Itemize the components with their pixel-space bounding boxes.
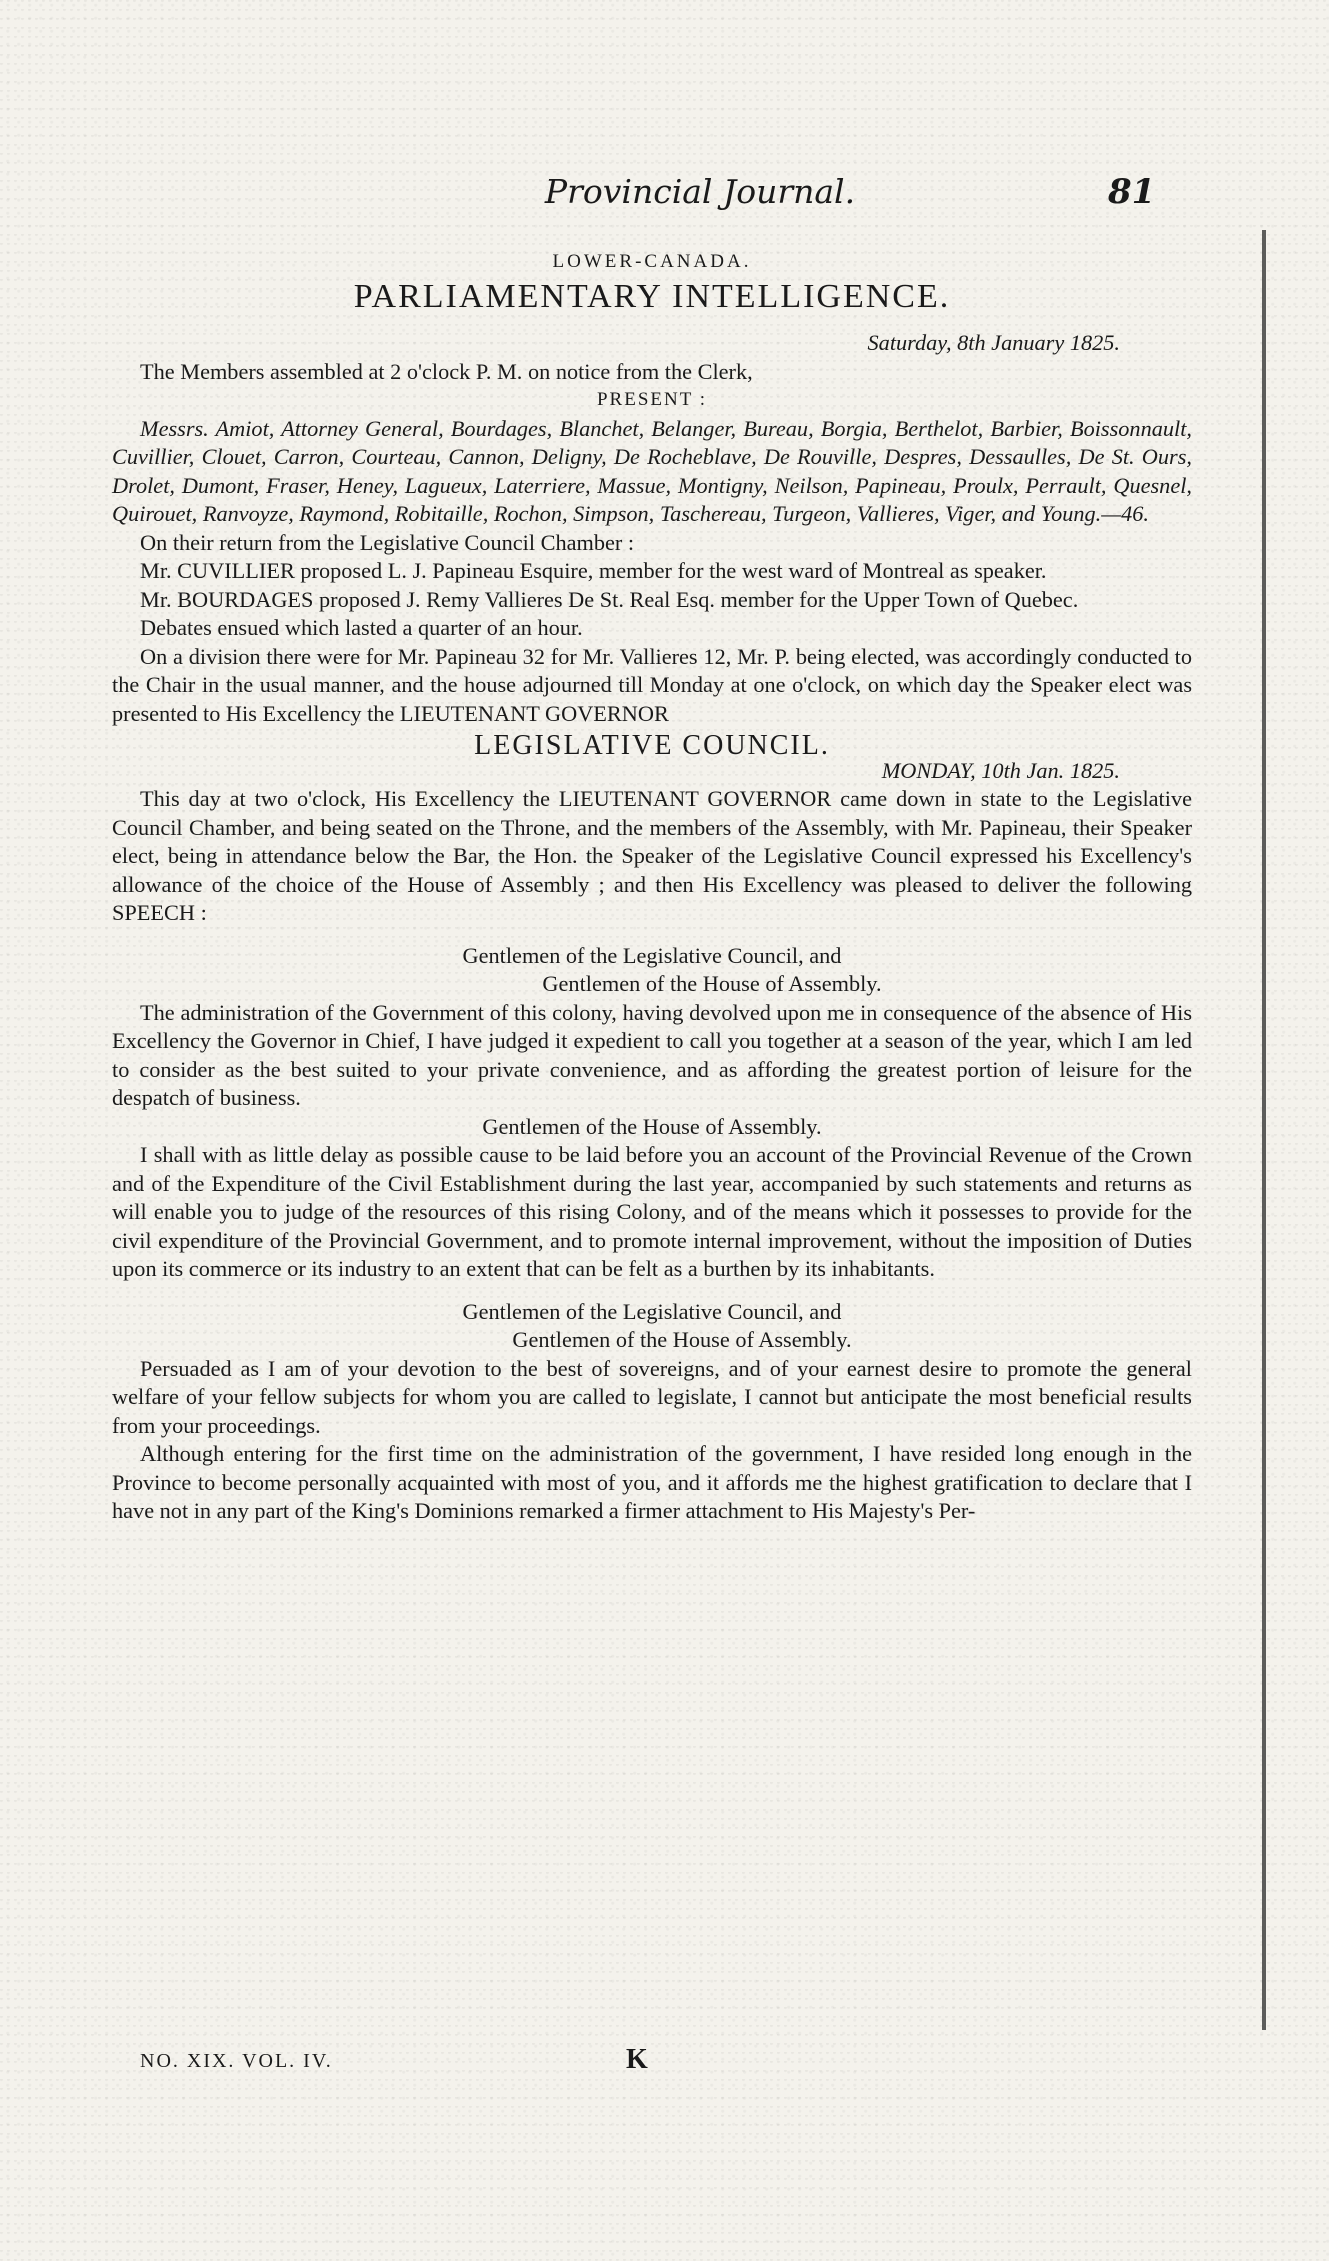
salutation-1a: Gentlemen of the Legislative Council, and — [462, 942, 842, 968]
council-heading: LEGISLATIVE COUNCIL. — [474, 730, 830, 761]
para-division: On a division there were for Mr. Papineau 32 for Mr. Vallieres 12, Mr. P. being elected, was accordingly conducted to the Chair in the usual manner, and the house adjourned till Monday at one o'clock, on which day the Speaker elect was presented to His Excellency the LIEUTENANT GOVERNOR — [112, 643, 1192, 726]
para-administration: The administration of the Government of this colony, having devolved upon me in consequence of the absence of His Excellency the Governor in Chief, I have judged it expedient to call you together at a season of the year, which I am led to consider as the best suited to your private convenience, and as affording the greatest portion of leisure for the despatch of business. — [112, 999, 1192, 1110]
para-bourdages: Mr. BOURDAGES proposed J. Remy Vallieres De St. Real Esq. member for the Upper Town of Quebec. — [140, 586, 1079, 612]
salutation-2: Gentlemen of the House of Assembly. — [482, 1113, 822, 1139]
para-revenue: I shall with as little delay as possible cause to be laid before you an account of the Provincial Revenue of the Crown and of the Expenditure of the Civil Establishment during the last year, accompanied by such statements and returns as will enable you to judge of the resources of this rising Colony, and of the means which it possesses to provide for the civil expenditure of the Provincial Government, and to promote internal improvement, without the imposition of Duties upon its commerce or its industry to an extent that can be felt as a burthen by its inhabitants. — [112, 1142, 1192, 1281]
present-label: PRESENT : — [596, 389, 708, 410]
salutation-3b: Gentlemen of the House of Assembly. — [512, 1327, 852, 1352]
salutation-3a: Gentlemen of the Legislative Council, and — [462, 1298, 842, 1324]
para-debates: Debates ensued which lasted a quarter of an hour. — [140, 615, 583, 640]
page-footer — [140, 2044, 1040, 2075]
headline: PARLIAMENTARY INTELLIGENCE. — [353, 277, 951, 315]
page-number: 81 — [1108, 172, 1156, 212]
article-body — [112, 240, 1192, 1526]
dateline-monday: MONDAY, 10th Jan. 1825. — [881, 757, 1120, 783]
para-cuvillier: Mr. CUVILLIER proposed L. J. Papineau Esquire, member for the west ward of Montreal as speaker. — [140, 558, 1047, 583]
dateline-saturday: Saturday, 8th January 1825. — [867, 330, 1120, 355]
salutation-1b: Gentlemen of the House of Assembly. — [542, 971, 882, 996]
signature-mark: K — [626, 2044, 650, 2075]
volume-number: NO. XIX. VOL. IV. — [140, 2050, 333, 2072]
para-persuaded: Persuaded as I am of your devotion to the best of sovereigns, and of your earnest desire to promote the general welfare of your fellow subjects for whom you are called to legislate, I cannot but anticipate the most beneficial results from your proceedings. — [112, 1355, 1192, 1438]
para-this-day: This day at two o'clock, His Excellency the LIEUTENANT GOVERNOR came down in state to the Legislative Council Chamber, and being seated on the Throne, and the members of the Assembly, with Mr. Papineau, their Speaker elect, being in attendance below the Bar, the Hon. the Speaker of the Legislative Council expressed his Excellency's allowance of the choice of the House of Assembly ; and then His Excellency was pleased to deliver the following SPEECH : — [112, 786, 1192, 925]
members-list: Messrs. Amiot, Attorney General, Bourdages, Blanchet, Belanger, Bureau, Borgia, Berthelot, Barbier, Boissonnault, Cuvillier, Clouet, Carron, Courteau, Cannon, Deligny, De Rocheblave, De Rouville, Despres, Dessaulles, De St. Ours, Drolet, Dumont, Fraser, Heney, Lagueux, Laterriere, Massue, Montigny, Neilson, Papineau, Proulx, Perrault, Quesnel, Quirouet, Ranvoyze, Raymond, Robitaille, Rochon, Simpson, Taschereau, Turgeon, Vallieres, Viger, and Young.—46. — [112, 415, 1192, 526]
para-return: On their return from the Legislative Council Chamber : — [140, 529, 635, 555]
binding-rule — [1262, 230, 1266, 2030]
running-head: Provincial Journal. — [544, 172, 856, 211]
para-although: Although entering for the first time on the administration of the government, I have resided long enough in the Province to become personally acquainted with most of you, and it affords me the highest gratification to declare that I have not in any part of the King's Dominions remarked a firmer attachment to His Majesty's Per- — [112, 1441, 1192, 1523]
region-heading: LOWER-CANADA. — [552, 251, 752, 272]
para-assembled: The Members assembled at 2 o'clock P. M. on notice from the Clerk, — [140, 358, 753, 384]
